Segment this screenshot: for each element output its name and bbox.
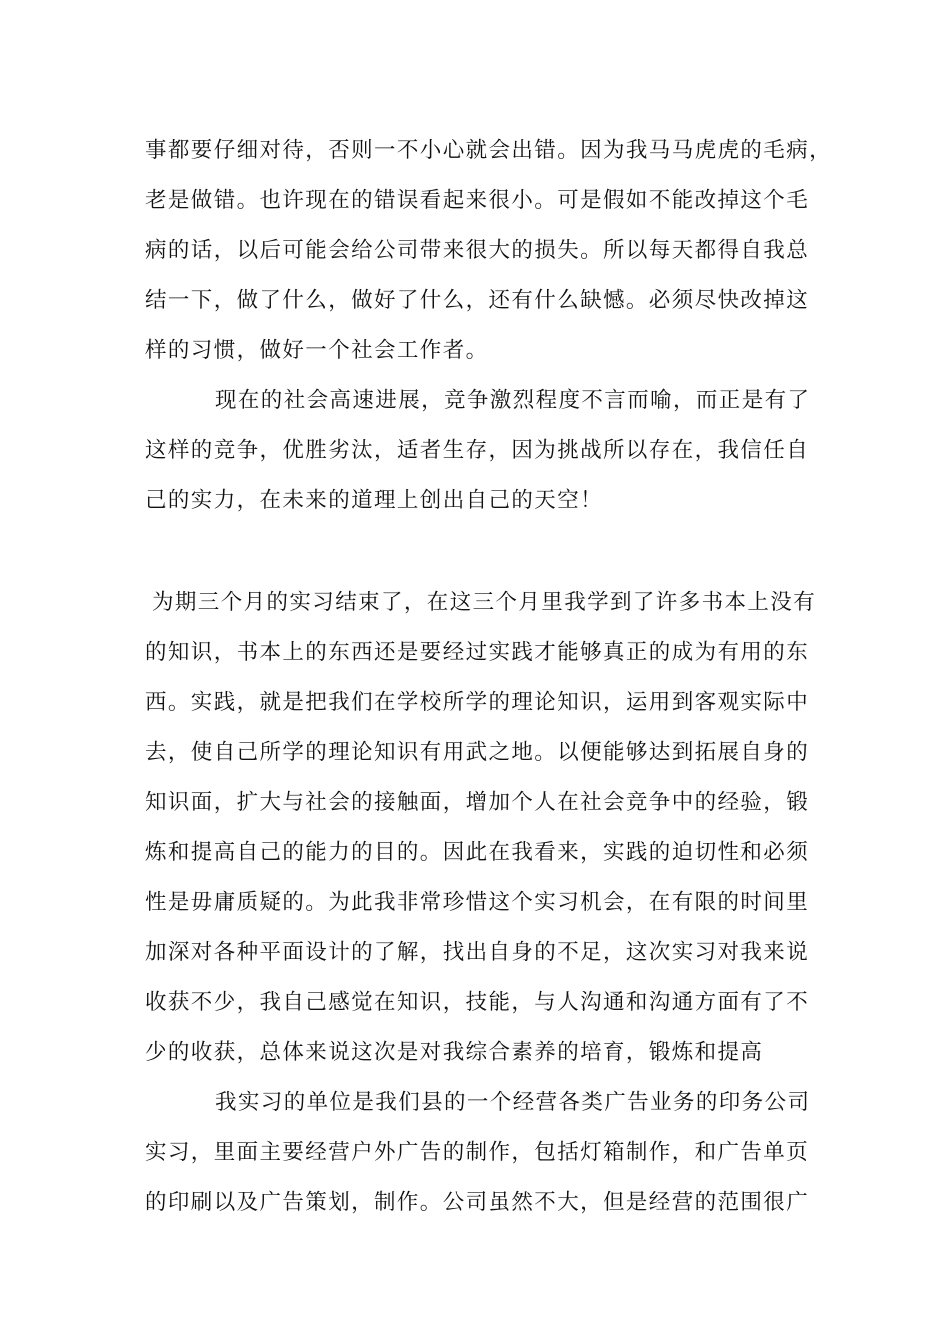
text-line: 这样的竞争，优胜劣汰，适者生存，因为挑战所以存在，我信任自 [145, 438, 810, 463]
text-line: 病的话，以后可能会给公司带来很大的损失。所以每天都得自我总 [145, 238, 810, 263]
text-line: 样的习惯，做好一个社会工作者。 [145, 338, 489, 363]
text-line: 事都要仔细对待，否则一不小心就会出错。因为我马马虎虎的毛病， [145, 138, 833, 163]
text-line: 知识面，扩大与社会的接触面，增加个人在社会竞争中的经验，锻 [145, 790, 810, 815]
text-line: 结一下，做了什么，做好了什么，还有什么缺憾。必须尽快改掉这 [145, 288, 810, 313]
text-line: 的知识，书本上的东西还是要经过实践才能够真正的成为有用的东 [145, 640, 810, 665]
text-line: 我实习的单位是我们县的一个经营各类广告业务的印务公司 [215, 1090, 811, 1115]
text-line: 加深对各种平面设计的了解，找出自身的不足，这次实习对我来说 [145, 940, 810, 965]
text-line: 少的收获，总体来说这次是对我综合素养的培育，锻炼和提高 [145, 1040, 764, 1065]
text-line: 炼和提高自己的能力的目的。因此在我看来，实践的迫切性和必须 [145, 840, 810, 865]
text-line: 性是毋庸质疑的。为此我非常珍惜这个实习机会，在有限的时间里 [145, 890, 810, 915]
text-line: 实习，里面主要经营户外广告的制作，包括灯箱制作，和广告单页 [145, 1140, 810, 1165]
text-line: 现在的社会高速进展，竞争激烈程度不言而喻，而正是有了 [215, 388, 811, 413]
text-line: 老是做错。也许现在的错误看起来很小。可是假如不能改掉这个毛 [145, 188, 810, 213]
text-line: 收获不少，我自己感觉在知识，技能，与人沟通和沟通方面有了不 [145, 990, 810, 1015]
text-line: 为期三个月的实习结束了，在这三个月里我学到了许多书本上没有 [152, 590, 817, 615]
text-line: 的印刷以及广告策划，制作。公司虽然不大，但是经营的范围很广 [145, 1190, 810, 1215]
text-line: 己的实力，在未来的道理上创出自己的天空！ [145, 488, 604, 513]
text-line: 去，使自己所学的理论知识有用武之地。以便能够达到拓展自身的 [145, 740, 810, 765]
text-line: 西。实践，就是把我们在学校所学的理论知识，运用到客观实际中 [145, 690, 810, 715]
